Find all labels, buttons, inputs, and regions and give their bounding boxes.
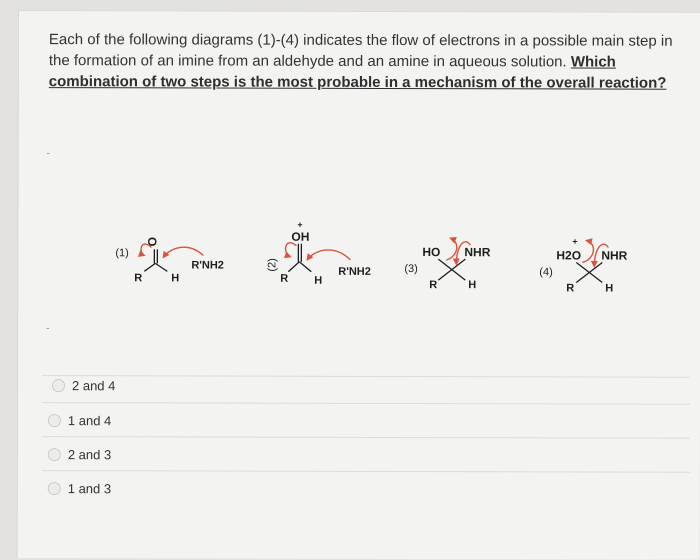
option-label: 1 and 3 — [68, 481, 111, 496]
margin-tick: - — [47, 148, 50, 159]
diagram-3 — [404, 238, 490, 291]
radio-button[interactable] — [48, 448, 61, 461]
option-label: 1 and 4 — [68, 413, 111, 428]
diagram-4-left-sub: R — [566, 282, 574, 294]
diagram-1 — [115, 237, 224, 285]
diagram-3-number: (3) — [404, 263, 417, 275]
option-label: 2 and 4 — [72, 378, 115, 393]
diagram-2 — [266, 220, 371, 287]
question-card — [17, 10, 700, 560]
margin-tick: - — [46, 323, 49, 334]
diagram-2-reagent: R'NH2 — [338, 266, 371, 278]
diagram-2-number: (2) — [266, 258, 278, 271]
divider — [42, 436, 690, 439]
question-emphasis: Which combination of two steps is the most probable in a mechanism of the overall reaction? — [49, 53, 667, 91]
diagram-1-right-sub: H — [171, 272, 179, 284]
question-body: Each of the following diagrams (1)-(4) indicates the flow of electrons in a possible main step in the formation of an imine from an aldehyde and an amine in aqueous solution. — [49, 31, 673, 70]
option-label: 2 and 3 — [68, 447, 111, 462]
diagram-3-left-sub: R — [429, 279, 437, 291]
option-1-and-3[interactable] — [48, 478, 111, 498]
diagram-4-right-top: NHR — [601, 249, 627, 263]
option-1-and-4[interactable] — [48, 410, 111, 430]
diagram-1-top-group: O — [145, 237, 159, 246]
question-text — [49, 29, 679, 94]
diagram-3-left-top: HO — [422, 245, 440, 259]
option-2-and-4[interactable] — [52, 375, 115, 395]
divider — [42, 470, 690, 473]
radio-button[interactable] — [52, 379, 65, 392]
diagram-4-left-top: H2O — [556, 248, 581, 262]
radio-button[interactable] — [48, 482, 61, 495]
diagram-1-reagent: R'NH2 — [191, 259, 224, 271]
divider — [42, 375, 690, 378]
diagram-1-left-sub: R — [134, 272, 142, 284]
mechanism-diagrams — [18, 211, 700, 303]
diagram-2-right-sub: H — [314, 275, 322, 287]
diagram-2-left-sub: R — [280, 273, 288, 285]
diagram-4-right-sub: H — [605, 283, 613, 295]
divider — [42, 402, 690, 405]
diagram-3-right-top: NHR — [464, 245, 490, 259]
diagram-1-number: (1) — [115, 247, 128, 259]
diagram-4-charge: + — [572, 236, 577, 246]
diagram-2-top-group: OH — [291, 230, 309, 244]
diagram-4 — [539, 236, 627, 294]
diagram-2-charge: + — [297, 220, 302, 230]
radio-button[interactable] — [48, 414, 61, 427]
diagram-3-right-sub: H — [468, 279, 476, 291]
diagram-4-number: (4) — [539, 266, 552, 278]
option-2-and-3[interactable] — [48, 444, 111, 464]
